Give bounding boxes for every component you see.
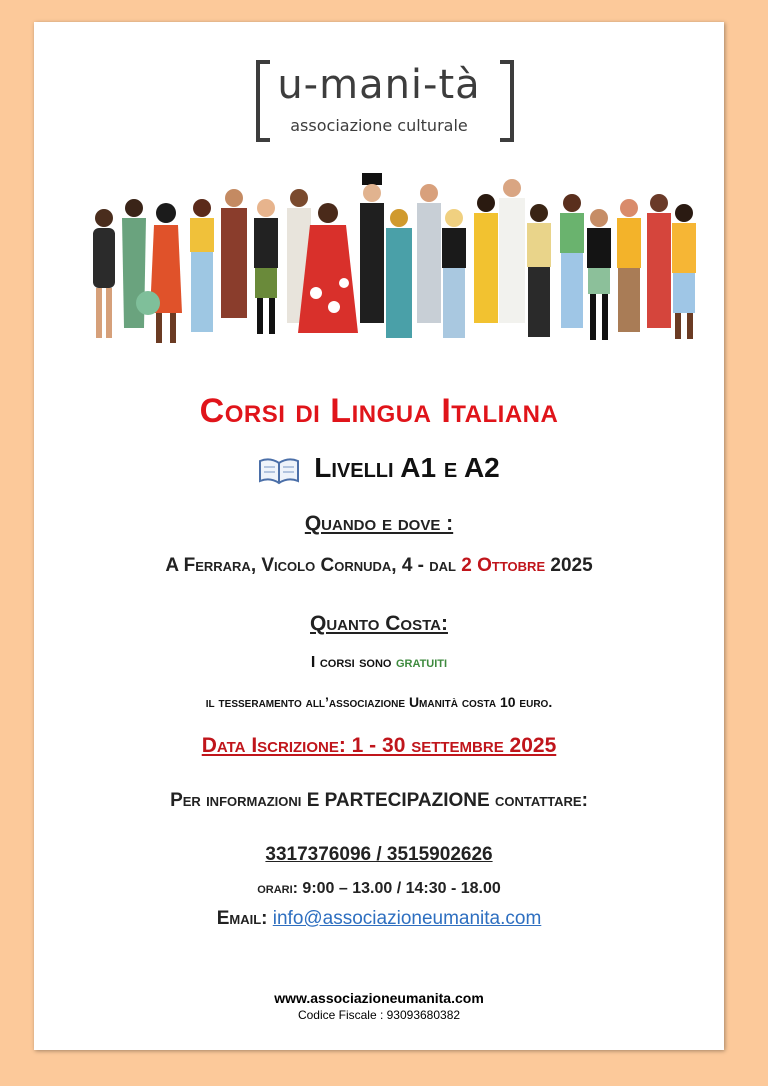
logo-title: u-mani-tà: [277, 62, 481, 108]
enrollment-dates: Data Iscrizione: 1 - 30 settembre 2025: [201, 734, 557, 757]
info-prefix: Per informazioni: [170, 790, 307, 811]
email-line: [34, 908, 724, 930]
course-levels-text: Livelli A1 e A2: [314, 452, 500, 483]
info-caps: E PARTECIPAZIONE: [306, 790, 490, 811]
course-title: Corsi di Lingua Italiana: [199, 392, 559, 430]
free-prefix: I corsi sono: [310, 654, 396, 671]
course-location-date: [34, 555, 724, 577]
location-text: A Ferrara, Vicolo Cornuda, 4 - dal: [165, 555, 462, 576]
contact-info-heading: [34, 790, 724, 812]
course-levels: [34, 452, 724, 485]
people-figures: [93, 173, 696, 343]
phone-numbers[interactable]: 3317376096 / 3515902626: [265, 844, 493, 865]
flyer-page: [34, 22, 724, 1050]
cost-heading: Quanto Costa:: [310, 612, 448, 635]
office-hours: orari: 9:00 – 13.00 / 14:30 - 18.00: [257, 880, 501, 897]
email-label: Email:: [216, 908, 273, 929]
when-where-heading: Quando e dove :: [304, 512, 454, 535]
info-suffix: contattare:: [489, 790, 588, 811]
email-link[interactable]: info@associazioneumanita.com: [272, 908, 542, 929]
open-book-icon: [258, 455, 300, 485]
association-logo: [34, 60, 724, 138]
free-courses-text: [34, 654, 724, 672]
membership-fee-text: il tesseramento all’associazione Umanità costa 10 euro.: [205, 694, 553, 710]
website-link[interactable]: www.associazioneumanita.com: [274, 990, 484, 1006]
diverse-people-crowd-illustration: [74, 168, 704, 348]
start-date-highlight: 2 Ottobre: [461, 555, 546, 576]
start-year: 2025: [545, 555, 593, 576]
free-word: gratuiti: [395, 654, 448, 671]
logo-subtitle: associazione culturale: [290, 116, 468, 135]
fiscal-code: Codice Fiscale : 93093680382: [297, 1008, 461, 1022]
